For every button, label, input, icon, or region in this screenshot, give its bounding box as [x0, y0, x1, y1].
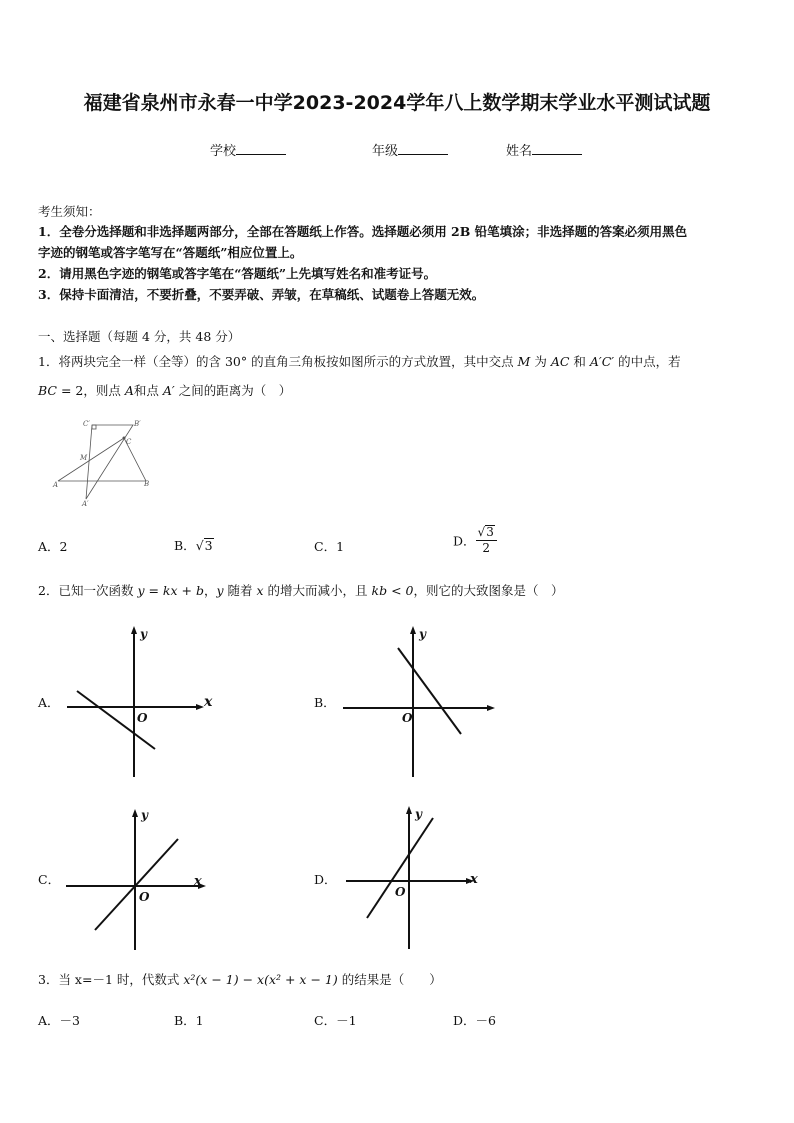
fraction — [476, 525, 497, 556]
q1-text: 1．将两块完全一样（全等）的含 — [38, 354, 225, 369]
name-field — [506, 140, 582, 159]
origin-label: O — [137, 711, 148, 725]
q2-option-b-label[interactable]: B． — [314, 695, 336, 710]
q1-text: 的直角三角板按如图所示的方式放置，其中交点 — [247, 354, 518, 369]
q1-bc: BC — [38, 383, 57, 398]
y-label: y — [140, 627, 147, 641]
fraction-denominator: 2 — [482, 541, 490, 555]
q3-option-a[interactable]: A．－3 — [38, 1013, 80, 1028]
q1-text: 的中点，若 — [614, 354, 681, 369]
name-blank — [532, 141, 582, 155]
option-label: B． — [174, 538, 196, 553]
grade-field — [372, 140, 448, 159]
x-arrow — [196, 704, 204, 710]
q1-segment-a2c2: A′C′ — [589, 354, 615, 369]
y-arrow — [132, 809, 138, 817]
q2-var-y: y — [216, 583, 224, 598]
section-heading: 一、选择题（每题 4 分，共 48 分） — [38, 329, 241, 344]
label-m: M — [80, 454, 88, 462]
q3-option-c[interactable]: C．－1 — [314, 1013, 357, 1028]
sqrt-radicand: 3 — [204, 538, 213, 553]
notice-line: 3．保持卡面清洁，不要折叠，不要弄破、弄皱，在草稿纸、试题卷上答题无效。 — [38, 287, 485, 302]
label-c: C — [126, 438, 132, 446]
q1-eq: = 2 — [56, 383, 84, 398]
grade-blank — [398, 141, 448, 155]
label-b2: B′ — [134, 420, 141, 428]
y-label: y — [415, 807, 422, 821]
q2-text-part: 2．已知一次函数 — [38, 583, 138, 598]
notice-heading: 考生须知： — [38, 204, 101, 219]
function-line — [95, 839, 178, 930]
label-a: A — [53, 481, 59, 489]
label-b: B — [144, 480, 150, 488]
q2-text-part: ，则它的大致图象是（ ） — [413, 583, 564, 598]
q2-text-part: 的增大而减小，且 — [263, 583, 372, 598]
q1-segment-ac: AC — [550, 354, 570, 369]
q1-text: 和 — [569, 354, 590, 369]
q1-angle: 30° — [224, 354, 248, 369]
q3-text — [38, 970, 442, 990]
label-c2: C′ — [83, 420, 90, 428]
notice-line: 字迹的钢笔或答字笔写在“答题纸”相应位置上。 — [38, 245, 303, 260]
q1-option-b[interactable] — [174, 536, 214, 554]
q1-line2 — [38, 381, 291, 401]
option-label: D． — [453, 533, 476, 549]
q1-line1 — [38, 352, 681, 372]
q1-option-d[interactable] — [453, 525, 497, 556]
y-arrow — [406, 806, 412, 814]
q2-graph-d[interactable] — [338, 802, 498, 952]
q2-kb: kb < 0 — [371, 583, 414, 598]
q3-text-part: 3．当 x=－1 时，代数式 — [38, 972, 184, 987]
q2-function: y = kx + b — [137, 583, 204, 598]
x-label: x — [194, 874, 202, 889]
q2-text — [38, 581, 563, 601]
q3-text-part: 的结果是（ ） — [337, 972, 442, 987]
q3-option-d[interactable]: D．－6 — [453, 1013, 496, 1028]
q1-text: 为 — [530, 354, 551, 369]
q1-text: 之间的距离为（ ） — [174, 383, 292, 398]
q1-point-a2: A′ — [162, 383, 175, 398]
x-label: x — [470, 872, 478, 887]
function-line — [367, 818, 433, 918]
label-a2: A′ — [82, 500, 89, 508]
q1-point-m: M — [517, 354, 531, 369]
origin-label: O — [395, 885, 406, 899]
school-label: 学校 — [210, 144, 237, 159]
q2-option-d-label[interactable]: D． — [314, 872, 337, 887]
triangle-a2b2c2 — [86, 425, 133, 499]
q2-var-x: x — [256, 583, 264, 598]
x-arrow — [487, 705, 495, 711]
right-angle-mark — [92, 425, 96, 429]
sqrt-radicand: 3 — [486, 525, 494, 539]
q2-option-a-label[interactable]: A． — [38, 695, 60, 710]
school-field — [210, 140, 286, 159]
origin-label: O — [139, 890, 150, 904]
notice-line: 2．请用黑色字迹的钢笔或答字笔在“答题纸”上先填写姓名和准考证号。 — [38, 266, 437, 281]
x-label: x — [204, 694, 213, 710]
q2-graph-a[interactable] — [62, 622, 222, 782]
sqrt-sign: √ — [195, 538, 204, 553]
notice-line: 1．全卷分选择题和非选择题两部分，全部在答题纸上作答。选择题必须用 2B 铅笔填涂；非选择题的答案必须用黑色 — [38, 224, 688, 239]
q2-option-c-label[interactable]: C． — [38, 872, 61, 887]
q3-expression: x²(x − 1) − x(x² + x − 1) — [183, 972, 338, 987]
q1-text: ，则点 — [83, 383, 125, 398]
q2-text-part: ， — [203, 583, 217, 598]
q1-option-a[interactable]: A．2 — [38, 539, 68, 554]
q1-text: 和点 — [133, 383, 163, 398]
q2-graph-b[interactable] — [338, 622, 498, 782]
q2-text-part: 随着 — [223, 583, 257, 598]
q1-triangle-figure — [50, 415, 160, 507]
q1-point-a: A — [124, 383, 134, 398]
school-blank — [236, 141, 286, 155]
name-label: 姓名 — [506, 144, 533, 159]
q1-option-c[interactable]: C．1 — [314, 539, 345, 554]
y-label: y — [141, 808, 148, 822]
origin-label: O — [402, 711, 413, 725]
q3-option-b[interactable]: B．1 — [174, 1013, 204, 1028]
q2-graph-c[interactable] — [62, 805, 222, 955]
page-title: 福建省泉州市永春一中学2023-2024学年八上数学期末学业水平测试试题 — [83, 92, 711, 114]
y-arrow — [131, 626, 137, 634]
y-arrow — [410, 626, 416, 634]
sqrt-sign: √ — [477, 525, 486, 539]
grade-label: 年级 — [372, 144, 399, 159]
y-label: y — [419, 627, 426, 641]
